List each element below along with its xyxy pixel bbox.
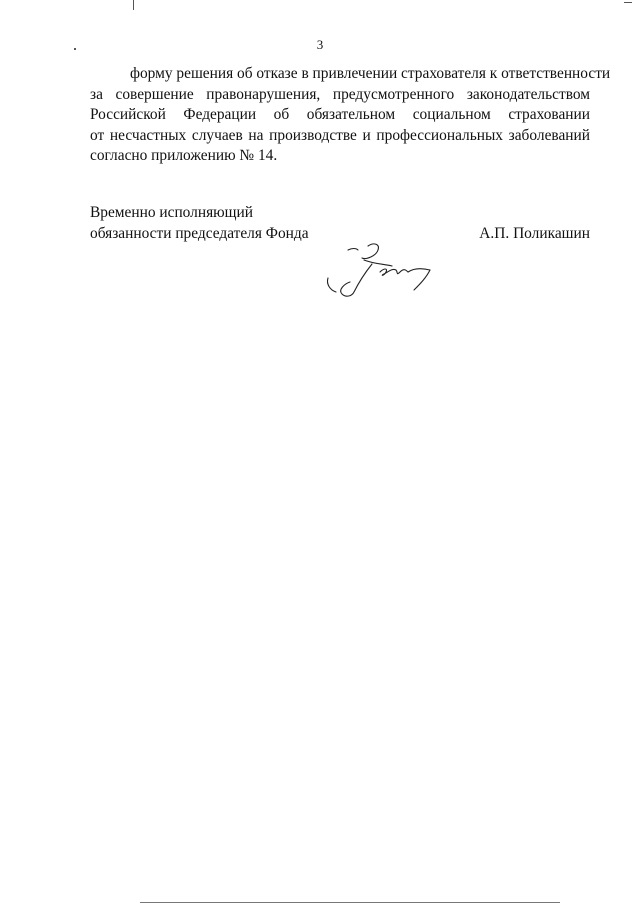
paragraph-line: форму решения об отказе в привлечении страхователя к ответственности (130, 65, 611, 82)
page-number: 3 (316, 37, 324, 52)
body-paragraph (90, 64, 611, 167)
paragraph-line: за совершение правонарушения, предусмотренного законодательством (90, 85, 590, 103)
handwritten-signature (318, 238, 448, 304)
scan-mark (624, 2, 632, 3)
paragraph-line: Российской Федерации об обязательном социальном страховании (90, 106, 590, 124)
signatory-title-line-2: обязанности председателя Фонда (90, 224, 309, 242)
signatory-name: А.П. Поликашин (479, 224, 590, 242)
paragraph-line: согласно приложению № 14. (90, 147, 278, 165)
signatory-title-line-1: Временно исполняющий (90, 204, 253, 221)
paragraph-line: от несчастных случаев на производстве и профессиональных заболеваний (90, 126, 590, 144)
scan-mark (140, 902, 560, 903)
scan-mark (133, 0, 134, 10)
scan-mark (74, 48, 76, 50)
